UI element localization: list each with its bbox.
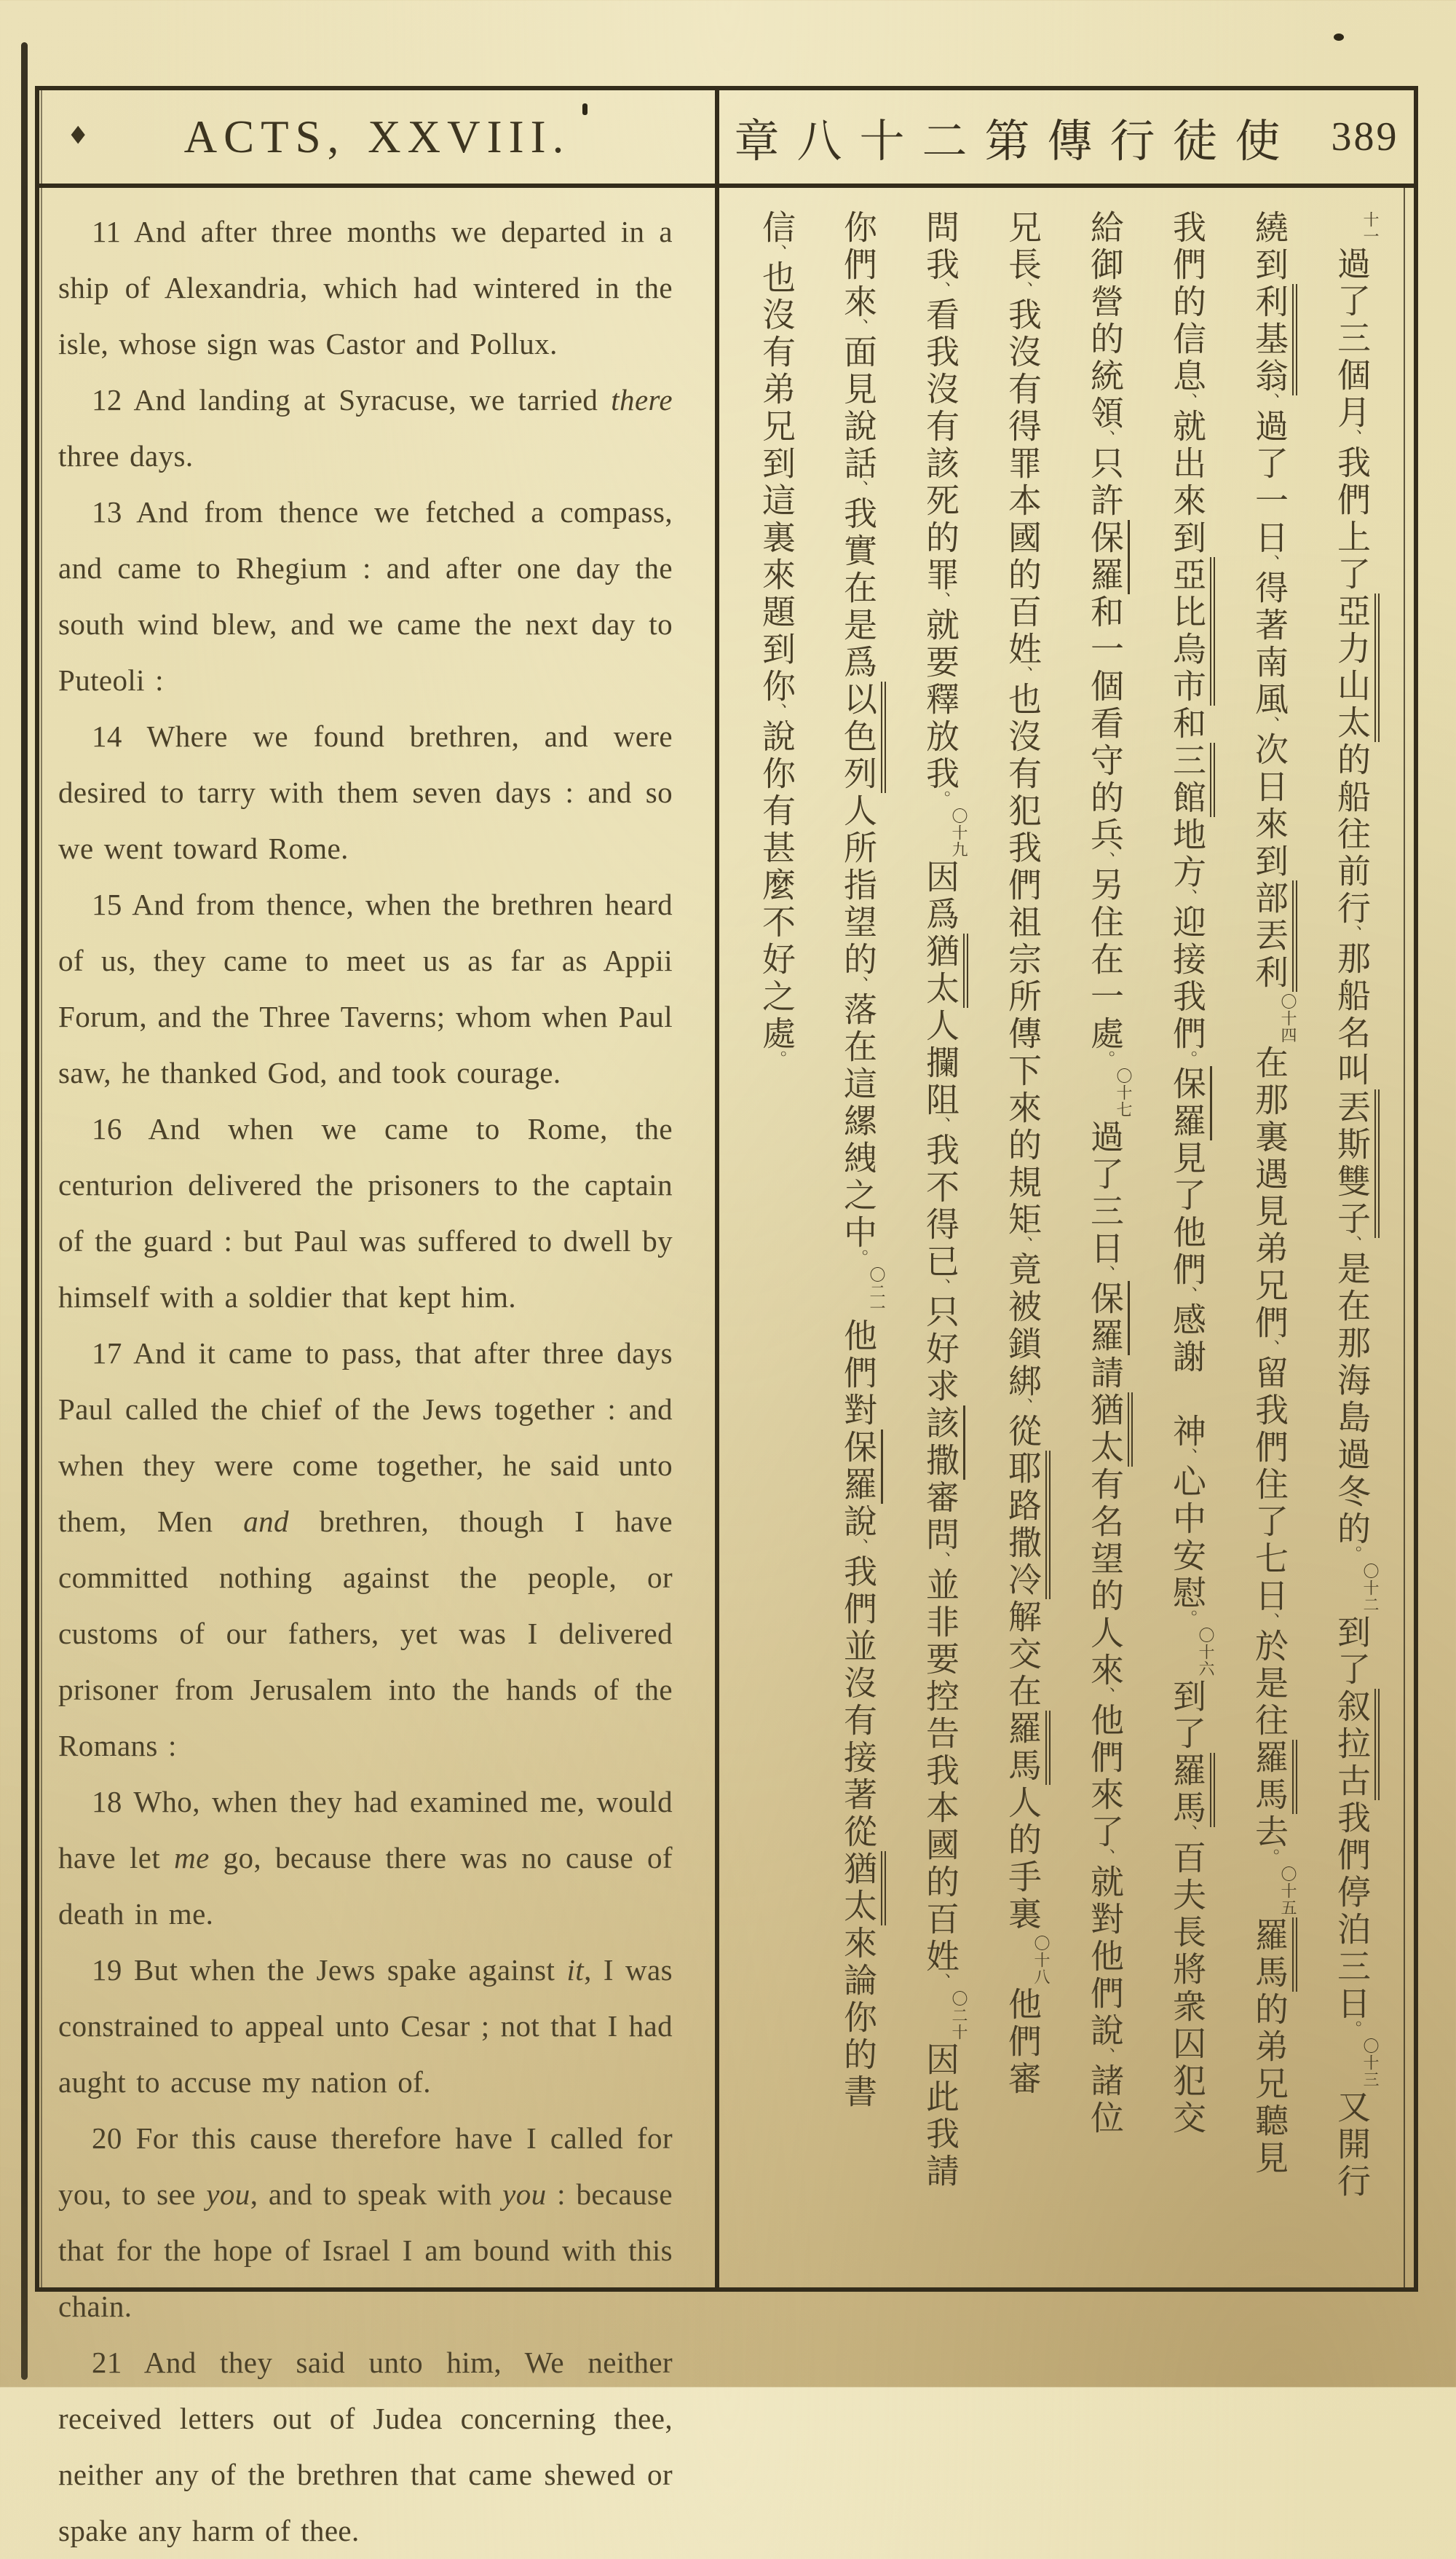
punctuation-mark: 、 (1013, 281, 1033, 299)
verse-text-run: three days. (58, 439, 194, 473)
chinese-text-run: 又開行 (1332, 2089, 1372, 2201)
punctuation-mark: 、 (1095, 2047, 1115, 2065)
english-text-column (39, 188, 715, 2547)
punctuation-mark: 、 (1342, 429, 1362, 446)
punctuation-mark: 。 (1095, 1050, 1115, 1068)
verse-paragraph (58, 1774, 673, 1942)
person-name: 保羅 (1085, 1281, 1130, 1355)
verse-paragraph (58, 2110, 673, 2335)
chinese-text-run: 就要釋放我 (921, 607, 960, 793)
verse-text-run: 15 And from thence, when the brethren heard of us, they came to meet us as far as Appii Forum, and the Three Taverns; whom when Paul saw, he thanked God, and took courage. (58, 888, 673, 1089)
verse-number-mark: 〇十三 (1361, 2038, 1379, 2088)
punctuation-mark: 、 (1095, 1687, 1115, 1704)
header-title-english: ACTS, XXVIII. (183, 111, 571, 162)
header-chinese-cell (719, 90, 1414, 184)
person-name: 保羅 (1085, 520, 1130, 594)
chinese-text-run: 他們來了 (1085, 1703, 1125, 1851)
punctuation-mark: 、 (1177, 1824, 1198, 1842)
punctuation-mark: 。 (1259, 1848, 1280, 1866)
chinese-text-run: 說你有甚麼不好之處 (757, 719, 796, 1053)
verse-text-run: 21 And they said unto him, We neither received letters out of Judea concerning thee, neither any of the brethren that came shewed or spake any harm of thee. (58, 2346, 673, 2547)
punctuation-mark: 、 (930, 281, 951, 299)
italic-word: you (206, 2177, 250, 2211)
chinese-text-run: 只許 (1085, 446, 1125, 520)
verse-paragraph (58, 204, 673, 372)
verse-text-run: 18 Who, when they had examined me, would have let (58, 1785, 673, 1874)
verse-number-mark: 〇十五 (1278, 1866, 1297, 1916)
chinese-text-run: 人攔阻 (921, 1008, 960, 1119)
verse-paragraph (58, 1942, 673, 2110)
header-english-cell (39, 90, 715, 184)
punctuation-mark: 、 (1095, 851, 1115, 869)
verse-number-mark: 〇十六 (1196, 1627, 1214, 1677)
punctuation-mark: 、 (1259, 1612, 1280, 1630)
punctuation-mark: 、 (1177, 888, 1198, 906)
punctuation-mark: 、 (767, 244, 787, 261)
page-body (39, 188, 1414, 2547)
chinese-text-run: 是在那海島過冬的 (1332, 1251, 1372, 1548)
chinese-text-run: 竟被鎖綁 (1003, 1252, 1042, 1400)
punctuation-mark: 、 (1342, 1235, 1362, 1253)
chinese-text-run: 過了一日 (1250, 409, 1289, 557)
verse-paragraph (58, 709, 673, 877)
chinese-text-run: 見了他們 (1168, 1140, 1207, 1289)
chinese-text-run: 問我 (921, 210, 960, 284)
punctuation-mark: 、 (1013, 666, 1033, 683)
chinese-text-run: 也沒有弟兄到這裏來題到你 (757, 260, 796, 706)
ink-speck (1334, 33, 1344, 41)
verse-paragraph (58, 1325, 673, 1774)
chinese-text-run: 去 (1250, 1814, 1289, 1851)
verse-text-run: 16 And when we came to Rome, the centurion delivered the prisoners to the captain of the guard : but Paul was suffered to dwell by himself with a soldier that kept him. (58, 1112, 673, 1314)
verse-text-run: 11 And after three months we departed in a ship of Alexandria, which had wintered in the isle, whose sign was Castor and Pollux. (58, 215, 673, 360)
verse-paragraph (58, 484, 673, 709)
punctuation-mark: 、 (1177, 1286, 1198, 1304)
punctuation-mark: 、 (1095, 430, 1115, 447)
punctuation-mark: 。 (1177, 1050, 1198, 1068)
chinese-text-run: 他們審 (1003, 1987, 1042, 2098)
verse-paragraph (58, 877, 673, 1101)
punctuation-mark: 、 (1095, 1265, 1115, 1282)
chinese-text-run: 到了 (1168, 1679, 1207, 1753)
verse-text-run: 19 But when the Jews spake against (92, 1953, 567, 1987)
chinese-text-run: 就出來到 (1168, 409, 1207, 557)
chinese-text-run: 看我沒有該死的罪 (921, 297, 960, 594)
person-name: 保羅 (839, 1430, 883, 1504)
chinese-column (982, 210, 1064, 2280)
punctuation-mark: 、 (1342, 925, 1362, 942)
verse-text-run: 13 And from thence we fetched a compass, and came to Rhegium : and after one day the south wind blew, and we came the next day to Puteoli : (58, 495, 673, 697)
punctuation-mark: 、 (1177, 1448, 1198, 1465)
verse-paragraph (58, 1101, 673, 1325)
chinese-text-run: 那船名叫 (1332, 941, 1372, 1089)
chinese-column (1311, 210, 1393, 2280)
chinese-text-run: 的船往前行 (1332, 742, 1372, 928)
punctuation-mark: 、 (930, 1116, 951, 1134)
verse-text-run: : because that for the hope of Israel I am bound with this chain. (58, 2177, 673, 2323)
punctuation-mark: 、 (930, 1973, 951, 1990)
chinese-text-run: 請 (1085, 1355, 1125, 1392)
verse-number-mark: 〇十二 (1361, 1563, 1379, 1613)
punctuation-mark: 。 (1342, 2020, 1362, 2038)
place-name: 羅馬 (1250, 1740, 1297, 1814)
chinese-text-run: 另住在一處 (1085, 867, 1125, 1053)
punctuation-mark: 、 (1095, 1848, 1115, 1866)
punctuation-mark: 。 (767, 1050, 787, 1068)
chinese-text-run: 次日來到 (1250, 732, 1289, 880)
place-name: 亞力山太 (1332, 594, 1380, 742)
chinese-text-run: 到了 (1332, 1614, 1372, 1689)
chinese-column (1229, 210, 1311, 2280)
verse-number-mark: 〇十七 (1114, 1068, 1132, 1118)
chinese-text-run: 面見說話 (839, 334, 878, 483)
chinese-text-run: 得著南風 (1250, 570, 1289, 719)
diamond-ornament-icon: ♦ (67, 121, 90, 151)
chinese-text-run: 來論你的書 (839, 1925, 878, 2111)
person-name: 保羅 (1168, 1066, 1212, 1140)
italic-word: me (174, 1841, 210, 1874)
chinese-text-run: 心中安慰 (1168, 1464, 1207, 1612)
page-frame (35, 86, 1418, 2547)
punctuation-mark: 、 (1259, 554, 1280, 572)
verse-number-mark: 〇二一 (867, 1266, 885, 1317)
place-name: 叙拉古 (1332, 1689, 1380, 1800)
place-name: 部丟利 (1250, 880, 1297, 992)
chinese-text-run: 因爲 (921, 859, 960, 934)
chinese-column (1147, 210, 1229, 2280)
chinese-text-run: 在那裏遇見弟兄們 (1250, 1045, 1289, 1342)
place-name: 丟斯雙子 (1332, 1089, 1380, 1238)
punctuation-mark: 、 (930, 1551, 951, 1569)
punctuation-mark: 。 (1342, 1545, 1362, 1563)
place-name: 羅馬 (1250, 1917, 1297, 1992)
chinese-text-run: 我們的信息 (1168, 210, 1207, 395)
chinese-text-run: 的弟兄聽見 (1250, 1992, 1289, 2177)
punctuation-mark: 、 (930, 1278, 951, 1296)
chinese-text-run: 從 (1003, 1413, 1042, 1451)
chinese-text-run: 並非要控告我本國的百姓 (921, 1567, 960, 1976)
punctuation-mark: 、 (1259, 393, 1280, 410)
verse-text-run: brethren, though I have committed nothing against the people, or customs of our fathers, yet was I delivered prisoner from Jerusalem into the hands of the Romans : (58, 1505, 673, 1762)
verse-number-mark: 〇二十 (949, 1990, 968, 2041)
person-name: 該撒 (921, 1405, 965, 1480)
chinese-text-run: 也沒有犯我們祖宗所傳下來的規矩 (1003, 682, 1042, 1239)
chinese-text-run: 說 (839, 1504, 878, 1541)
italic-word: it (566, 1953, 585, 1987)
chinese-text-run: 人的手裏 (1003, 1785, 1042, 1933)
punctuation-mark: 。 (848, 1249, 869, 1266)
verse-paragraph (58, 372, 673, 484)
page-gutter-shadow (21, 42, 28, 2380)
punctuation-mark: 。 (1177, 1609, 1198, 1627)
running-header (39, 90, 1414, 188)
place-name: 羅馬 (1168, 1753, 1215, 1827)
chinese-text-run: 我們上了 (1332, 445, 1372, 594)
punctuation-mark: 、 (1259, 1339, 1280, 1357)
chinese-text-run: 就對他們說 (1085, 1864, 1125, 2050)
punctuation-mark: 、 (848, 318, 869, 336)
chinese-text-run: 只好求 (921, 1294, 960, 1405)
place-name: 耶路撒冷 (1003, 1451, 1051, 1599)
italic-word: you (502, 2177, 547, 2211)
italic-word: there (611, 383, 673, 417)
place-name: 利基翁 (1250, 284, 1297, 395)
verse-text-run: 12 And landing at Syracuse, we tarried (92, 383, 612, 417)
chinese-column (900, 210, 982, 2280)
chinese-text-run: 你們來 (839, 210, 878, 321)
place-name: 以色列 (839, 682, 886, 793)
chinese-text-run: 過了三日 (1085, 1119, 1125, 1268)
italic-word: and (243, 1505, 289, 1538)
page-number: 389 (1331, 114, 1399, 159)
verse-number-mark: 〇十四 (1278, 993, 1297, 1044)
chinese-text-columns (719, 188, 1405, 2287)
place-name: 三館 (1168, 743, 1215, 817)
chinese-text-run: 人所指望的 (839, 793, 878, 979)
punctuation-mark: 、 (1259, 716, 1280, 733)
chinese-text-run: 落在這縲絏之中 (839, 992, 878, 1252)
chinese-text-run: 和 (1168, 706, 1207, 743)
place-name: 亞比烏市 (1168, 557, 1215, 706)
chinese-column (818, 210, 900, 2280)
chinese-text-run: 過了三個月 (1332, 246, 1372, 432)
chinese-text-run: 於是往 (1250, 1628, 1289, 1740)
verse-number-mark: 〇十九 (949, 808, 968, 858)
header-title-chinese: 章八十二第傳行徒使 (734, 114, 1298, 167)
chinese-text-run: 給御營的統領 (1085, 210, 1125, 433)
punctuation-mark: 、 (848, 976, 869, 993)
chinese-text-run: 和一個看守的兵 (1085, 594, 1125, 854)
place-name: 猶太 (839, 1851, 886, 1925)
chinese-text-run: 審問 (921, 1480, 960, 1554)
chinese-column (735, 210, 818, 2280)
chinese-text-run: 地方 (1168, 817, 1207, 891)
punctuation-mark: 、 (848, 1538, 869, 1555)
verse-text-run: 14 Where we found brethren, and were desired to tarry with them seven days : and so we went toward Rome. (58, 719, 673, 865)
place-name: 羅馬 (1003, 1711, 1051, 1785)
chinese-text-run: 百夫長將衆囚犯交 (1168, 1840, 1207, 2137)
chinese-text-run: 我實在是爲 (839, 496, 878, 682)
chinese-text-run: 他們對 (839, 1318, 878, 1430)
chinese-text-run: 我不得已 (921, 1132, 960, 1281)
chinese-text-run: 留我們住了七日 (1250, 1355, 1289, 1615)
punctuation-mark: 、 (767, 703, 787, 720)
verse-paragraph (58, 2335, 673, 2559)
chinese-text-run: 我們停泊三日 (1332, 1800, 1372, 2023)
punctuation-mark: 、 (1177, 393, 1198, 410)
chinese-text-run: 感謝 神 (1168, 1302, 1207, 1451)
chinese-text-run: 繞到 (1250, 210, 1289, 284)
verse-text-run: , I was constrained to appeal unto Cesar ; not that I had aught to accuse my nation of. (58, 1953, 673, 2099)
chinese-text-run: 我們並沒有接著從 (839, 1554, 878, 1851)
verse-number-mark: 〇十八 (1032, 1935, 1050, 1985)
chinese-text-run: 兄長 (1003, 210, 1042, 284)
place-name: 猶太 (921, 934, 968, 1008)
chinese-text-run: 解交在 (1003, 1599, 1042, 1711)
punctuation-mark: 、 (930, 591, 951, 609)
verse-text-run: 17 And it came to pass, that after three days Paul called the chief of the Jews together : and when they were come together, he said unto them, Men (58, 1336, 673, 1538)
punctuation-mark: 。 (930, 790, 951, 808)
punctuation-mark: 、 (1013, 1397, 1033, 1415)
chinese-text-run: 諸位 (1085, 2063, 1125, 2137)
chinese-text-run: 迎接我們 (1168, 904, 1207, 1053)
chinese-text-run: 我沒有得罪本國的百姓 (1003, 297, 1042, 669)
chinese-text-run: 信 (757, 210, 796, 247)
chinese-text-run: 因此我請 (921, 2042, 960, 2191)
punctuation-mark: 、 (1013, 1236, 1033, 1253)
verse-number-mark: 十一 (1361, 211, 1379, 245)
verse-text-run: 20 For this cause therefore have I called for you, to see (58, 2121, 673, 2211)
chinese-text-run: 有名望的人來 (1085, 1467, 1125, 1689)
place-name: 猶太 (1085, 1392, 1133, 1467)
verse-text-run: , and to speak with (250, 2177, 503, 2211)
punctuation-mark: 、 (848, 480, 869, 497)
verse-text-run: go, because there was no cause of death in me. (58, 1841, 673, 1931)
